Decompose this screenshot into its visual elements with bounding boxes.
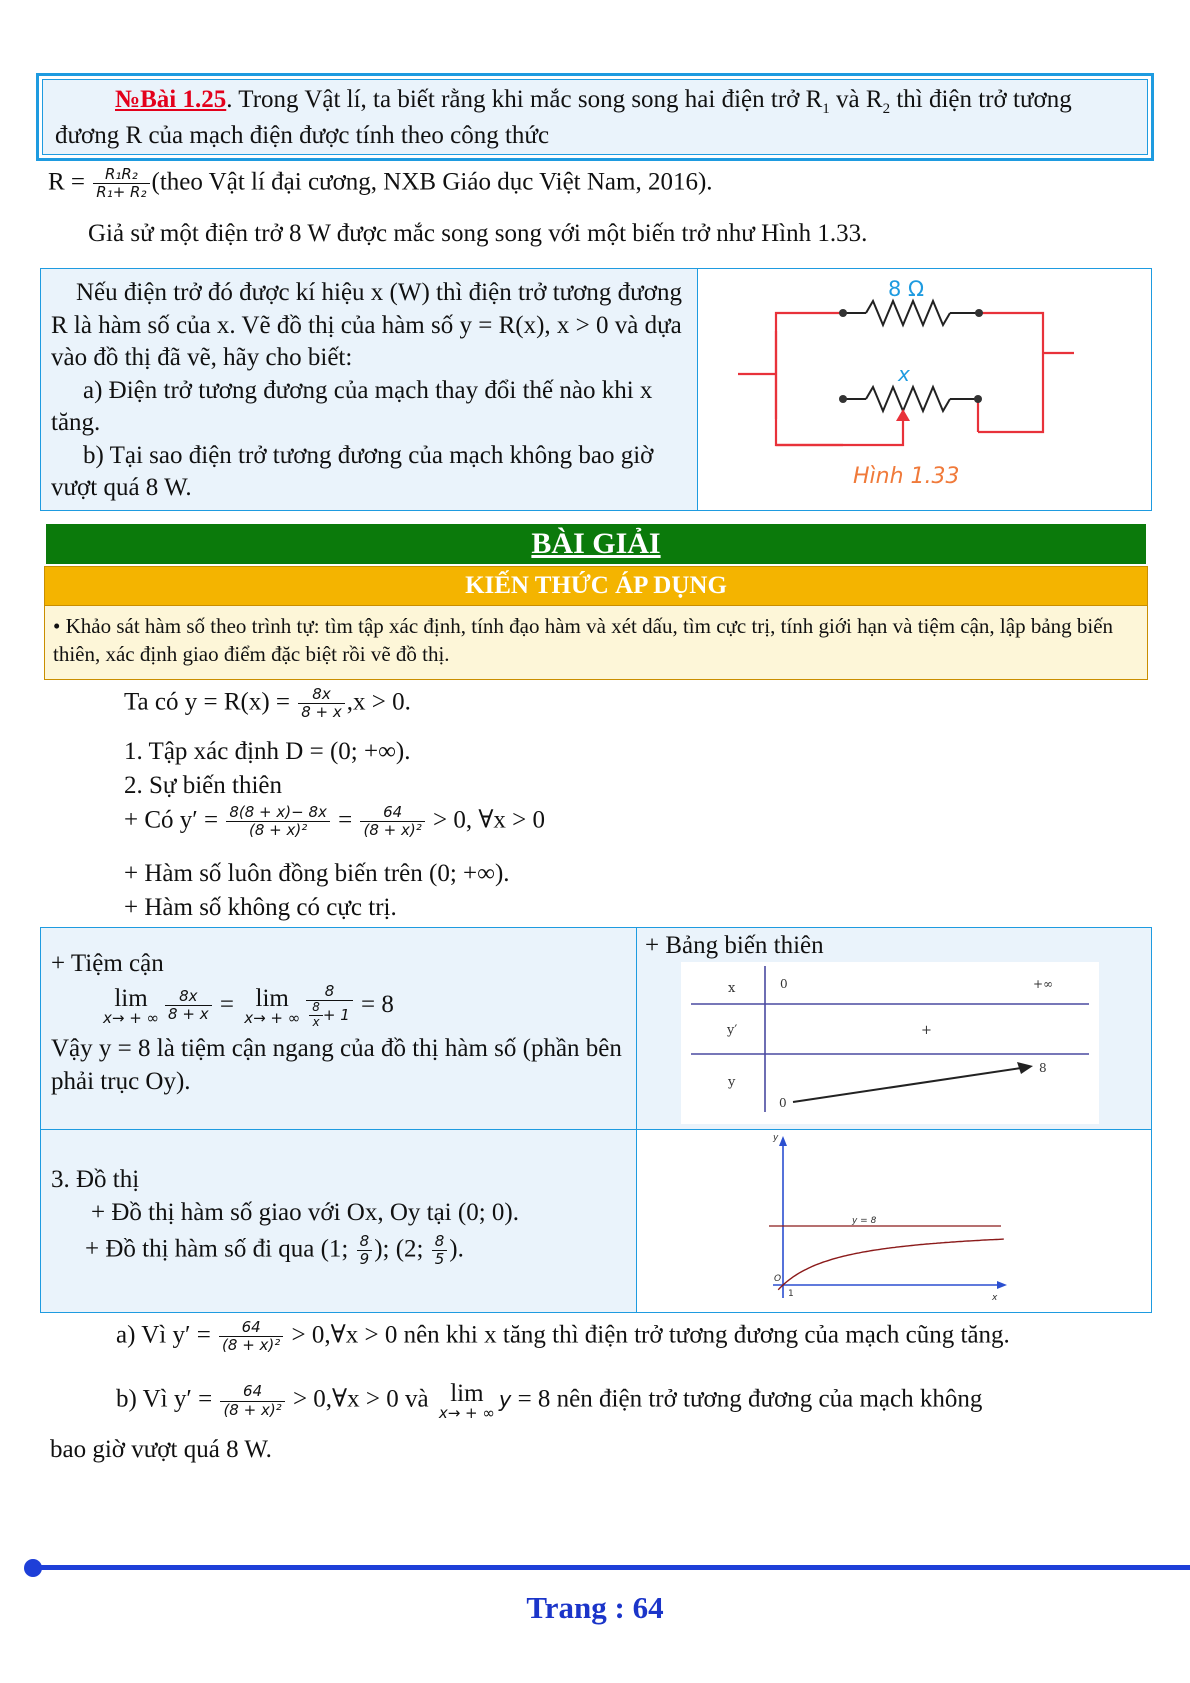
circuit-cell <box>698 269 1151 510</box>
intro-line: Giả sử một điện trở 8 W được mắc song song với một biến trở như Hình 1.33. <box>88 220 868 247</box>
knowledge-body: • Khảo sát hàm số theo trình tự: tìm tập xác định, tính đạo hàm và xét dấu, tìm cực trị, tính giới hạn và tiệm cận, lập bảng biến thiên, xác định giao điểm đặc biệt rồi vẽ đồ thị. <box>44 606 1148 680</box>
formula-source: (theo Vật lí đại cương, NXB Giáo dục Việt Nam, 2016). <box>151 168 713 196</box>
graph-intersection: + Đồ thị hàm số giao với Ox, Oy tại (0; 0). <box>91 1198 519 1226</box>
function-curve <box>778 1239 1004 1290</box>
solution-header <box>46 524 1146 564</box>
graph-section-title: 3. Đồ thị <box>51 1166 140 1193</box>
answer-a-num: 64 <box>219 1319 283 1337</box>
points-mid: ); (2; <box>374 1235 430 1263</box>
function-graph <box>637 1130 1151 1312</box>
y-eight: 8 <box>1039 1061 1047 1075</box>
graph-cell <box>637 1130 1151 1312</box>
limit-eq: = <box>213 990 241 1018</box>
answer-a <box>116 1319 1010 1355</box>
answer-a-den: (8 + x)² <box>222 1336 281 1355</box>
row-x-label: x <box>728 981 736 996</box>
asymptote-limit <box>99 983 626 1030</box>
answer-b-mid: > 0,∀x > 0 và <box>286 1385 435 1413</box>
limit-1 <box>103 986 159 1026</box>
inner-num: 8 <box>309 1001 323 1016</box>
footer-dot <box>24 1559 42 1577</box>
point-frac-1-den: 9 <box>359 1250 370 1269</box>
derivative-den-2: (8 + x)² <box>363 821 422 840</box>
limit-1-sub: x→ + ∞ <box>103 1008 160 1027</box>
limit-result: = 8 <box>354 990 394 1018</box>
limit-2 <box>244 986 300 1026</box>
question-paragraph: Nếu điện trở đó được kí hiệu x (W) thì điện trở tương đương R là hàm số của x. Vẽ đồ thị của hàm số y = R(x), x > 0 và dựa vào đồ thị đã vẽ, hãy cho biết: <box>51 279 682 371</box>
answer-b-fraction <box>220 1383 284 1419</box>
formula-lhs: R = <box>48 168 92 196</box>
r2-subscript: 2 <box>882 101 891 117</box>
answer-b-lim-sub: x→ + ∞ <box>438 1404 495 1422</box>
formula-denominator: R₁+ R₂ <box>96 183 147 202</box>
step-function-den: 8 + x <box>301 703 342 722</box>
answer-a-post: > 0,∀x > 0 nên khi x tăng thì điện trở tương đương của mạch cũng tăng. <box>285 1321 1010 1349</box>
point-frac-2 <box>432 1233 448 1269</box>
x-zero: 0 <box>780 977 788 991</box>
step-function-num: 8x <box>298 686 345 704</box>
points-post: ). <box>449 1235 464 1263</box>
limit-2-sub: x→ + ∞ <box>244 1008 301 1027</box>
limit-2-fraction <box>306 983 353 1030</box>
asymptote-conclusion: Vậy y = 8 là tiệm cận ngang của đồ thị hàm số (phần bên phải trục Oy). <box>51 1035 622 1095</box>
question-b: b) Tại sao điện trở tương đương của mạch không bao giờ vượt quá 8 W. <box>51 441 654 501</box>
solution-title: BÀI GIẢI <box>531 527 661 560</box>
x-axis-label: x <box>992 1293 998 1303</box>
problem-text: . Trong Vật lí, ta biết rằng khi mắc song song hai điện trở R <box>226 86 823 113</box>
derivative-num-2: 64 <box>360 804 424 822</box>
question-a: a) Điện trở tương đương của mạch thay đổi thế nào khi x tăng. <box>51 376 653 436</box>
derivative-den-1: (8 + x)² <box>248 821 308 840</box>
limit-2-den <box>306 1001 353 1030</box>
y-axis-label: y <box>773 1133 779 1143</box>
row-y-label: y <box>728 1075 736 1090</box>
limit-2-num: 8 <box>306 983 353 1001</box>
point-frac-2-den: 5 <box>434 1250 445 1269</box>
answer-a-fraction <box>219 1319 283 1355</box>
inner-plus: + 1 <box>322 1005 350 1024</box>
answer-b <box>116 1381 982 1421</box>
knowledge-header: KIẾN THỨC ÁP DỤNG <box>44 566 1148 606</box>
asymptote-label: y = 8 <box>852 1216 877 1226</box>
step-domain: 1. Tập xác định D = (0; +∞). <box>124 738 411 765</box>
formula-numerator: R₁R₂ <box>93 166 149 184</box>
variable-resistor-label: x <box>898 362 910 386</box>
inner-den: x <box>312 1014 320 1029</box>
resistor-8-label: 8 Ω <box>888 277 925 301</box>
limit-1-fraction <box>165 988 212 1024</box>
answer-b-den: (8 + x)² <box>223 1400 282 1419</box>
derivative-post: > 0, ∀x > 0 <box>426 806 546 834</box>
step-variation-title: 2. Sự biến thiên <box>124 772 282 799</box>
figure-caption: Hình 1.33 <box>853 464 960 489</box>
step-function-post: ,x > 0. <box>346 688 411 716</box>
sign-plus: + <box>921 1023 932 1038</box>
limit-2-word: lim <box>255 984 289 1012</box>
formula-fraction <box>93 166 149 202</box>
point-frac-2-num: 8 <box>432 1233 448 1251</box>
asymptote-cell <box>41 928 637 1130</box>
limit-1-num: 8x <box>165 988 212 1006</box>
answer-b-num: 64 <box>220 1383 284 1401</box>
page-number: Trang : 64 <box>526 1590 664 1625</box>
point-frac-1 <box>357 1233 373 1269</box>
step-function-fraction <box>298 686 345 722</box>
answer-b-pre: b) Vì y′ = <box>116 1385 219 1413</box>
derivative-num-1: 8(8 + x)− 8x <box>226 804 330 822</box>
answer-b-limit <box>439 1381 495 1421</box>
derivative-frac-2 <box>360 804 424 840</box>
answer-b-end: bao giờ vượt quá 8 W. <box>50 1436 272 1463</box>
footer-rule <box>26 1565 1190 1570</box>
limit-2-inner-fraction <box>309 1001 323 1030</box>
graph-text-cell <box>41 1130 637 1312</box>
answer-b-y: y <box>498 1387 512 1412</box>
circuit-diagram <box>698 269 1151 510</box>
problem-text-end: thì điện trở tương đương R của mạch điện được tính theo công thức <box>55 86 1072 149</box>
answer-a-pre: a) Vì y′ = <box>116 1321 218 1349</box>
limit-1-den: 8 + x <box>168 1005 209 1024</box>
r1-subscript: 1 <box>822 101 830 117</box>
question-table <box>40 268 1152 511</box>
variation-cell <box>637 928 1151 1130</box>
problem-box <box>36 73 1154 161</box>
points-pre: + Đồ thị hàm số đi qua (1; <box>85 1235 355 1263</box>
step-function-pre: Ta có y = R(x) = <box>124 688 297 716</box>
derivative-eq: = <box>331 806 359 834</box>
step-function <box>124 686 411 722</box>
resistance-formula <box>48 166 713 202</box>
variation-title: + Bảng biến thiên <box>645 932 824 959</box>
answer-b-lim-word: lim <box>450 1380 484 1407</box>
step-increasing: + Hàm số luôn đồng biến trên (0; +∞). <box>124 860 510 887</box>
variation-table <box>681 962 1099 1124</box>
question-text-cell <box>41 269 698 510</box>
answer-b-post: = 8 nên điện trở tương đương của mạch không <box>511 1385 983 1413</box>
point-frac-1-num: 8 <box>357 1233 373 1251</box>
asymptote-title: + Tiệm cận <box>51 950 164 977</box>
row-yprime-label: y′ <box>727 1023 738 1038</box>
tick-one: 1 <box>788 1289 794 1299</box>
derivative-pre: + Có y′ = <box>124 806 225 834</box>
y-zero: 0 <box>779 1096 787 1110</box>
problem-label: №Bài 1.25 <box>115 86 227 113</box>
graph-points <box>85 1233 626 1269</box>
problem-and: và R <box>829 86 883 113</box>
x-infinity: +∞ <box>1033 977 1054 991</box>
step-no-extrema: + Hàm số không có cực trị. <box>124 894 397 921</box>
analysis-table <box>40 927 1152 1313</box>
derivative-frac-1 <box>226 804 330 840</box>
origin-label: O <box>774 1274 782 1284</box>
step-derivative <box>124 804 545 840</box>
limit-1-word: lim <box>114 984 148 1012</box>
